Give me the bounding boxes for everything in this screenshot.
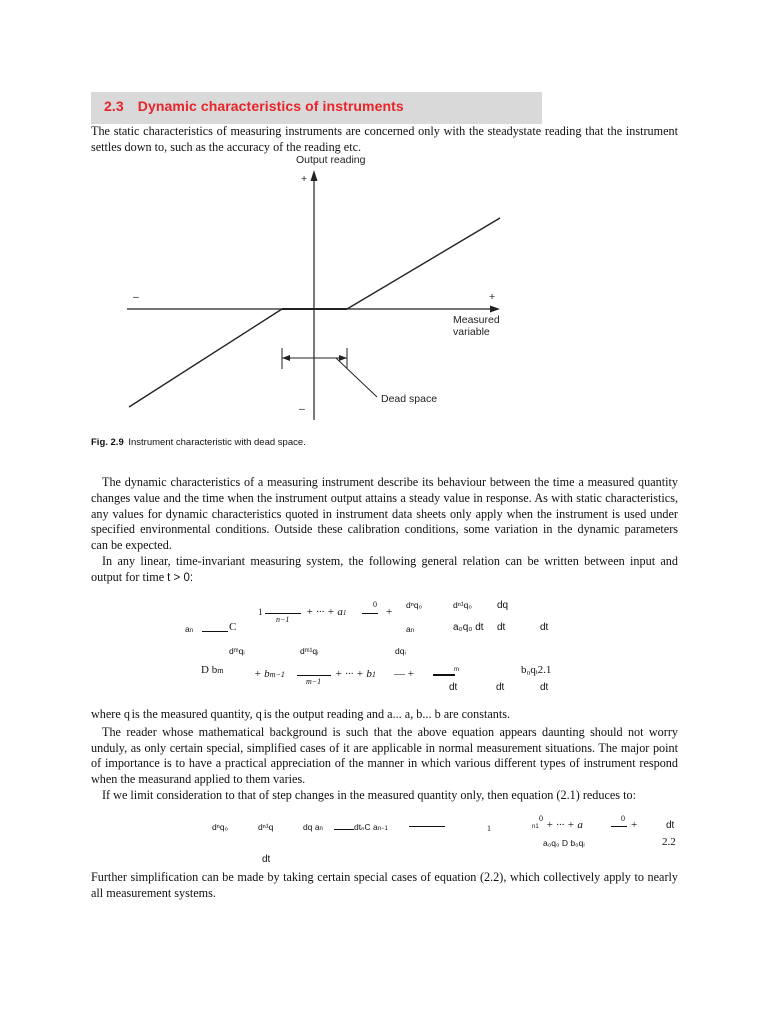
dead-space-label: Dead space: [381, 393, 438, 405]
eq-term: 0: [621, 814, 625, 823]
eq-sub: n: [189, 628, 194, 634]
x-axis-label-line: Measured: [453, 314, 500, 326]
eq-term: dt: [666, 820, 675, 831]
eq-term: 0: [373, 600, 377, 609]
eq-term: dⁿ¹q₀: [453, 600, 472, 610]
x-minus-sign: –: [133, 291, 139, 303]
eq-term: + ··· + a: [546, 819, 583, 831]
eq-term: n1: [532, 824, 539, 830]
eq-term: dⁿq₀: [406, 600, 423, 610]
eq-term: dⁿ¹q: [258, 822, 274, 832]
eq-sub: 1: [342, 609, 347, 617]
eq-term: 1: [258, 607, 263, 617]
y-plus-sign: +: [301, 173, 308, 185]
body-line: The reader whose mathematical background is such that the above equation appears daunting should not worry: [102, 724, 678, 739]
eq-term: m−1: [306, 677, 322, 686]
body-text: is the output reading and a: [263, 707, 393, 721]
intro-line: The static characteristics of measuring instruments are concerned only with the steadystate reading that the instrument: [91, 124, 678, 138]
eq-term: b₀qᵢ2.1: [521, 664, 552, 676]
eq-term: 1: [487, 824, 491, 833]
eq-term: [354, 822, 388, 833]
y-axis-label: Output reading: [296, 154, 366, 166]
eq-term: [201, 664, 223, 676]
eq-term: dⁿq₀: [212, 822, 229, 832]
eq-term: dᵐ¹qᵢ: [300, 646, 319, 656]
eq-term: a₀q₀ D b₀qᵢ: [543, 838, 585, 848]
body-text: , b: [410, 707, 423, 721]
eq-sub: n: [410, 628, 415, 634]
characteristic-right-segment: [347, 218, 500, 309]
eq-term: m: [454, 667, 459, 673]
eq-term: [254, 668, 285, 680]
body-text: is the measured quantity, q: [131, 707, 262, 721]
body-line: when the measurand applied to them varies.: [91, 772, 306, 787]
section-number: 2.3: [104, 98, 124, 114]
eq-rule: [611, 826, 627, 827]
eq-rule: [297, 675, 331, 676]
eq-term: dqᵢ: [395, 646, 406, 656]
body-line: changes value and the time when the instrument output attains a steady value in response. As with static characteristics,: [91, 490, 678, 505]
eq-term: [185, 624, 193, 634]
body-line: [91, 570, 678, 587]
body-text: are constants.: [440, 707, 511, 721]
eq-text: dq a: [303, 822, 320, 832]
eq-term: dq: [497, 600, 509, 611]
x-axis-arrowhead: [490, 306, 500, 313]
body-line: any values for dynamic characteristics quoted in instrument data sheets only apply when the instrument is used under: [91, 506, 678, 521]
eq-term: +: [631, 819, 638, 831]
eq-sub: n−1: [377, 826, 388, 832]
eq-text: a: [406, 624, 411, 634]
figure-caption-prefix: Fig. 2.9: [91, 437, 124, 448]
eq-term: dt: [449, 682, 458, 693]
eq-term: 2.2: [662, 836, 676, 848]
characteristic-left-segment: [129, 309, 282, 407]
dead-space-leader-line: [336, 358, 377, 397]
y-axis-arrowhead: [311, 170, 318, 181]
eq-text: + ··· + b: [335, 668, 372, 680]
eq-term: dt: [262, 854, 271, 865]
x-axis-label-line: variable: [453, 325, 490, 338]
eq-term: dt: [497, 622, 506, 633]
body-line: specified environmental conditions. Outside these calibration conditions, some variation in the dynamic parameters: [91, 522, 678, 537]
eq-term: C: [229, 621, 237, 633]
y-minus-sign: –: [299, 403, 305, 415]
body-text: ... a: [392, 707, 411, 721]
eq-term: dt: [540, 622, 549, 633]
figure-caption-text: Instrument characteristic with dead space.: [128, 437, 306, 448]
dynamic-characteristics-paragraph: [91, 475, 678, 587]
eq-text: + b: [254, 668, 270, 680]
eq-term: +: [386, 606, 393, 618]
eq-term: [406, 624, 414, 634]
body-line: all measurement systems.: [91, 885, 216, 900]
simplification-paragraph: [91, 870, 678, 902]
body-line: of importance is to have a practical appreciation of the manner in which various different types of instrument respond: [91, 756, 678, 771]
figure-caption: [91, 437, 306, 448]
eq-term: [303, 822, 323, 832]
constants-paragraph: [91, 707, 678, 804]
eq-rule: [202, 631, 228, 632]
body-line: [91, 707, 678, 725]
body-line: In any linear, time-invariant measuring system, the following general relation can be written between input and: [102, 553, 678, 568]
eq-term: dt: [496, 682, 505, 693]
eq-text: + ··· + a: [306, 606, 343, 618]
body-line: unduly, as only certain special, simplified cases of it are applicable in normal measurement situations. The major point: [91, 740, 678, 755]
body-line-text: output for time: [91, 569, 168, 584]
eq-rule: [362, 613, 378, 614]
body-line: The dynamic characteristics of a measuring instrument describe its behaviour between the time a measured quantity: [102, 475, 678, 489]
section-title: Dynamic characteristics of instruments: [137, 98, 404, 114]
dead-space-right-arrow: [339, 355, 347, 361]
body-text: ... b: [422, 707, 441, 721]
eq-term: dt: [540, 682, 549, 693]
eq-term: [335, 668, 376, 680]
body-line: If we limit consideration to that of step changes in the measured quantity only, then equation (2.1) reduces to:: [102, 787, 636, 802]
body-line: Further simplification can be made by taking certain special cases of equation (2.2), which collectively apply to nearly: [91, 870, 678, 884]
eq-rule: [265, 613, 301, 614]
eq-sub: 1: [371, 670, 376, 679]
time-condition: t > 0:: [167, 571, 194, 584]
eq-rule: [433, 674, 455, 676]
eq-term: dᵐqᵢ: [229, 646, 245, 656]
eq-text: D b: [201, 664, 218, 676]
eq-sub: n: [319, 826, 323, 832]
eq-term: n−1: [276, 615, 290, 624]
eq-text: a: [185, 624, 190, 634]
eq-term: — +: [394, 668, 414, 680]
dead-space-left-arrow: [282, 355, 290, 361]
eq-term: 0: [539, 814, 543, 823]
eq-term: a₀q₀ dt: [453, 622, 484, 633]
eq-sub: m−1: [269, 670, 285, 679]
eq-sub: m: [217, 666, 224, 675]
eq-text: dtₙC a: [354, 822, 378, 832]
body-line: can be expected.: [91, 538, 172, 553]
eq-rule: [409, 826, 445, 827]
intro-line: settles down to, such as the accuracy of the reading etc.: [91, 139, 362, 154]
x-plus-sign: +: [489, 291, 496, 303]
eq-rule: [334, 829, 354, 830]
eq-term: [306, 606, 346, 618]
body-text: where q: [91, 707, 130, 721]
